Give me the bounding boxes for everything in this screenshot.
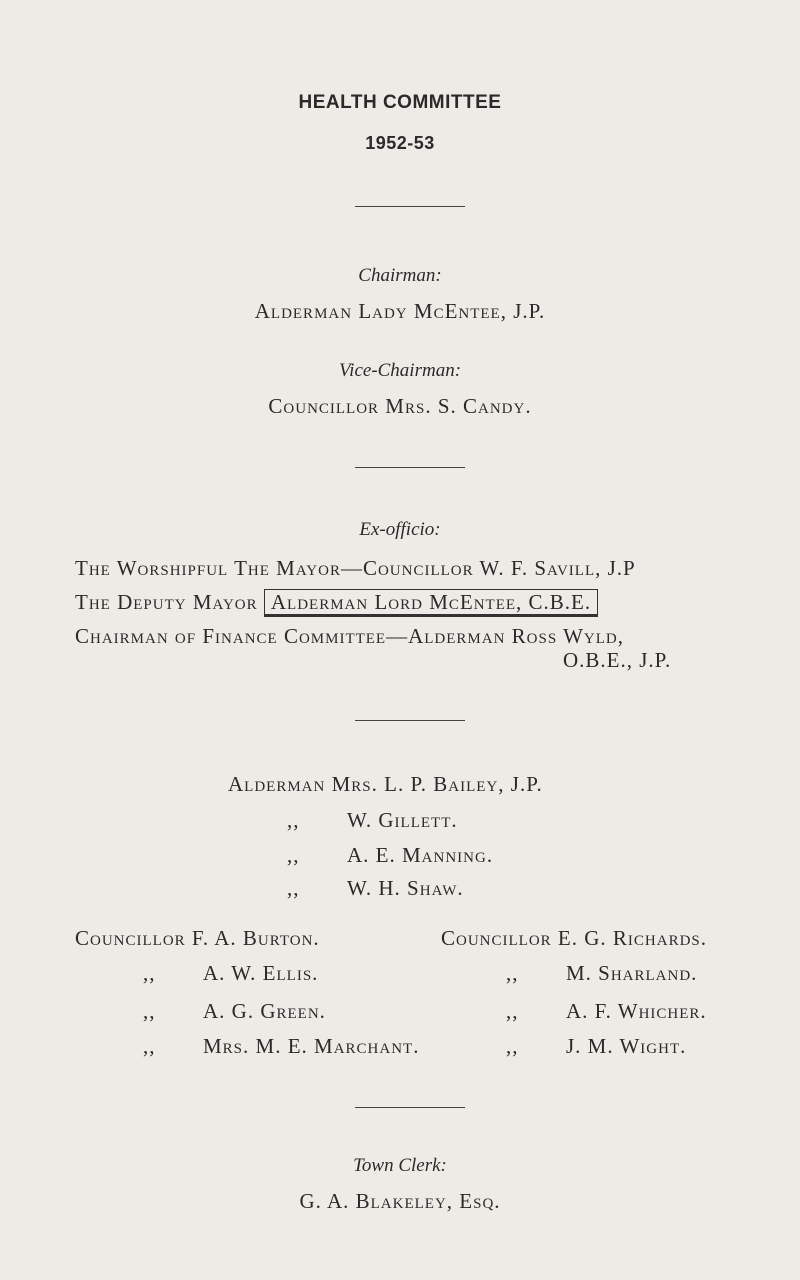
ditto-mark: ,, <box>506 961 519 985</box>
councillor-name: Mrs. M. E. Marchant. <box>203 1034 420 1058</box>
alderman-row <box>287 843 493 868</box>
councillor-right-row <box>506 1034 686 1059</box>
page-title: HEALTH COMMITTEE <box>298 92 502 113</box>
ex-officio-label: Ex-officio: <box>359 519 441 540</box>
town-clerk-name: G. A. Blakeley, Esq. <box>299 1189 501 1213</box>
councillor-name: F. A. Burton. <box>191 926 320 950</box>
alderman-title: Alderman <box>228 772 326 796</box>
councillor-right-row <box>441 926 707 951</box>
divider <box>355 1107 465 1108</box>
councillor-right-row <box>506 999 707 1024</box>
divider <box>355 206 465 207</box>
vice-chairman-name: Councillor Mrs. S. Candy. <box>268 394 532 418</box>
ditto-mark: ,, <box>143 1034 156 1058</box>
deputy-mayor-title: The Deputy Mayor <box>75 590 258 614</box>
town-clerk-label: Town Clerk: <box>353 1155 447 1176</box>
councillor-title: Councillor <box>441 926 552 950</box>
ex-officio-finance-chairman-honours: O.B.E., J.P. <box>563 648 672 672</box>
alderman-name: Mrs. L. P. Bailey, J.P. <box>331 772 543 796</box>
ditto-mark: ,, <box>506 1034 519 1058</box>
councillor-title: Councillor <box>75 926 186 950</box>
alderman-row <box>287 808 458 833</box>
councillor-left-row <box>143 1034 419 1059</box>
councillor-name: A. G. Green. <box>203 999 326 1023</box>
chairman-name: Alderman Lady McEntee, J.P. <box>254 299 546 323</box>
ditto-mark: ,, <box>143 999 156 1023</box>
ex-officio-mayor: The Worshipful The Mayor—Councillor W. F. Savill, J.P <box>75 556 636 580</box>
ex-officio-finance-chairman: Chairman of Finance Committee—Alderman Ross Wyld, <box>75 624 624 648</box>
councillor-name: M. Sharland. <box>566 961 698 985</box>
ditto-mark: ,, <box>287 876 300 900</box>
chairman-label: Chairman: <box>358 265 442 286</box>
ditto-mark: ,, <box>287 808 300 832</box>
ditto-mark: ,, <box>287 843 300 867</box>
councillor-name: J. M. Wight. <box>566 1034 687 1058</box>
alderman-row <box>228 772 543 797</box>
divider <box>355 720 465 721</box>
alderman-name: W. H. Shaw. <box>347 876 464 900</box>
councillor-name: A. F. Whicher. <box>566 999 707 1023</box>
alderman-name: W. Gillett. <box>347 808 458 832</box>
councillor-left-row <box>143 999 326 1024</box>
alderman-row <box>287 876 464 901</box>
divider <box>355 467 465 468</box>
committee-year: 1952-53 <box>365 133 435 153</box>
councillor-name: A. W. Ellis. <box>203 961 319 985</box>
ditto-mark: ,, <box>506 999 519 1023</box>
councillor-left-row <box>75 926 320 951</box>
councillor-right-row <box>506 961 697 986</box>
ditto-mark: ,, <box>143 961 156 985</box>
vice-chairman-label: Vice-Chairman: <box>338 360 462 381</box>
alderman-name: A. E. Manning. <box>347 843 494 867</box>
ex-officio-deputy-mayor <box>75 590 598 615</box>
councillor-name: E. G. Richards. <box>557 926 708 950</box>
deputy-mayor-name: Alderman Lord McEntee, C.B.E. <box>264 589 598 617</box>
councillor-left-row <box>143 961 318 986</box>
